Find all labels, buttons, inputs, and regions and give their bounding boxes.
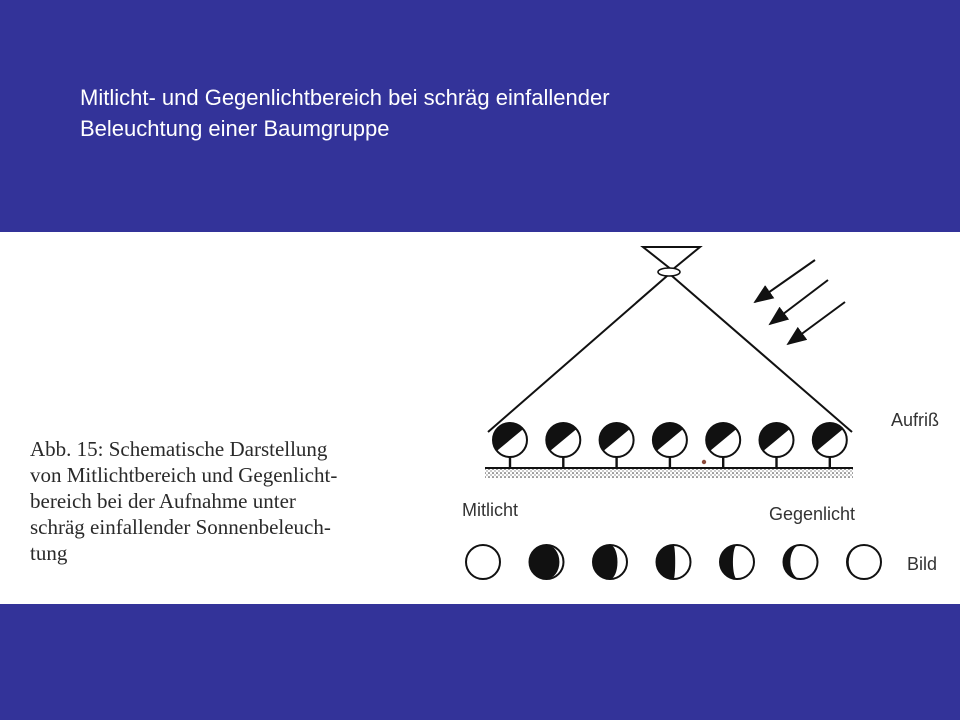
slide-title xyxy=(80,82,900,144)
caption-line-5: tung xyxy=(30,541,68,565)
label-gegenlicht: Gegenlicht xyxy=(769,504,856,524)
label-bild: Bild xyxy=(907,554,938,574)
image-circle xyxy=(847,545,881,579)
tree xyxy=(813,423,847,468)
figure-caption xyxy=(30,436,402,566)
tree xyxy=(653,423,687,468)
view-line-left xyxy=(488,276,667,432)
image-circle xyxy=(784,545,818,579)
image-circle-outline xyxy=(466,545,500,579)
tree xyxy=(760,423,794,468)
tree xyxy=(546,423,580,468)
tree xyxy=(600,423,634,468)
sensor-icon xyxy=(643,247,700,270)
sensor-lens xyxy=(658,268,680,276)
figure-panel xyxy=(0,232,960,604)
image-circle xyxy=(720,545,754,579)
tree xyxy=(493,423,527,468)
ground-strip xyxy=(485,468,853,478)
ground-dot xyxy=(702,460,706,464)
image-circle xyxy=(593,545,627,579)
tree-row xyxy=(493,423,847,468)
tree xyxy=(706,423,740,468)
caption-line-4: schräg einfallender Sonnenbeleuch- xyxy=(30,515,331,539)
label-mitlicht: Mitlicht xyxy=(462,500,519,520)
image-circle xyxy=(466,545,500,579)
label-aufriss: Aufriß xyxy=(891,410,940,430)
slide-title-line-2: Beleuchtung einer Baumgruppe xyxy=(80,116,390,141)
image-circle xyxy=(657,545,691,579)
caption-line-1: Abb. 15: Schematische Darstellung xyxy=(30,437,328,461)
view-line-right xyxy=(672,276,852,432)
caption-line-3: bereich bei der Aufnahme unter xyxy=(30,489,296,513)
image-circle-row xyxy=(466,545,881,579)
slide-title-line-1: Mitlicht- und Gegenlichtbereich bei schräg einfallender xyxy=(80,85,610,110)
caption-line-2: von Mitlichtbereich und Gegenlicht- xyxy=(30,463,338,487)
sun-ray-3 xyxy=(788,302,845,344)
image-circle xyxy=(530,545,564,579)
image-circle-shadow xyxy=(657,545,676,579)
